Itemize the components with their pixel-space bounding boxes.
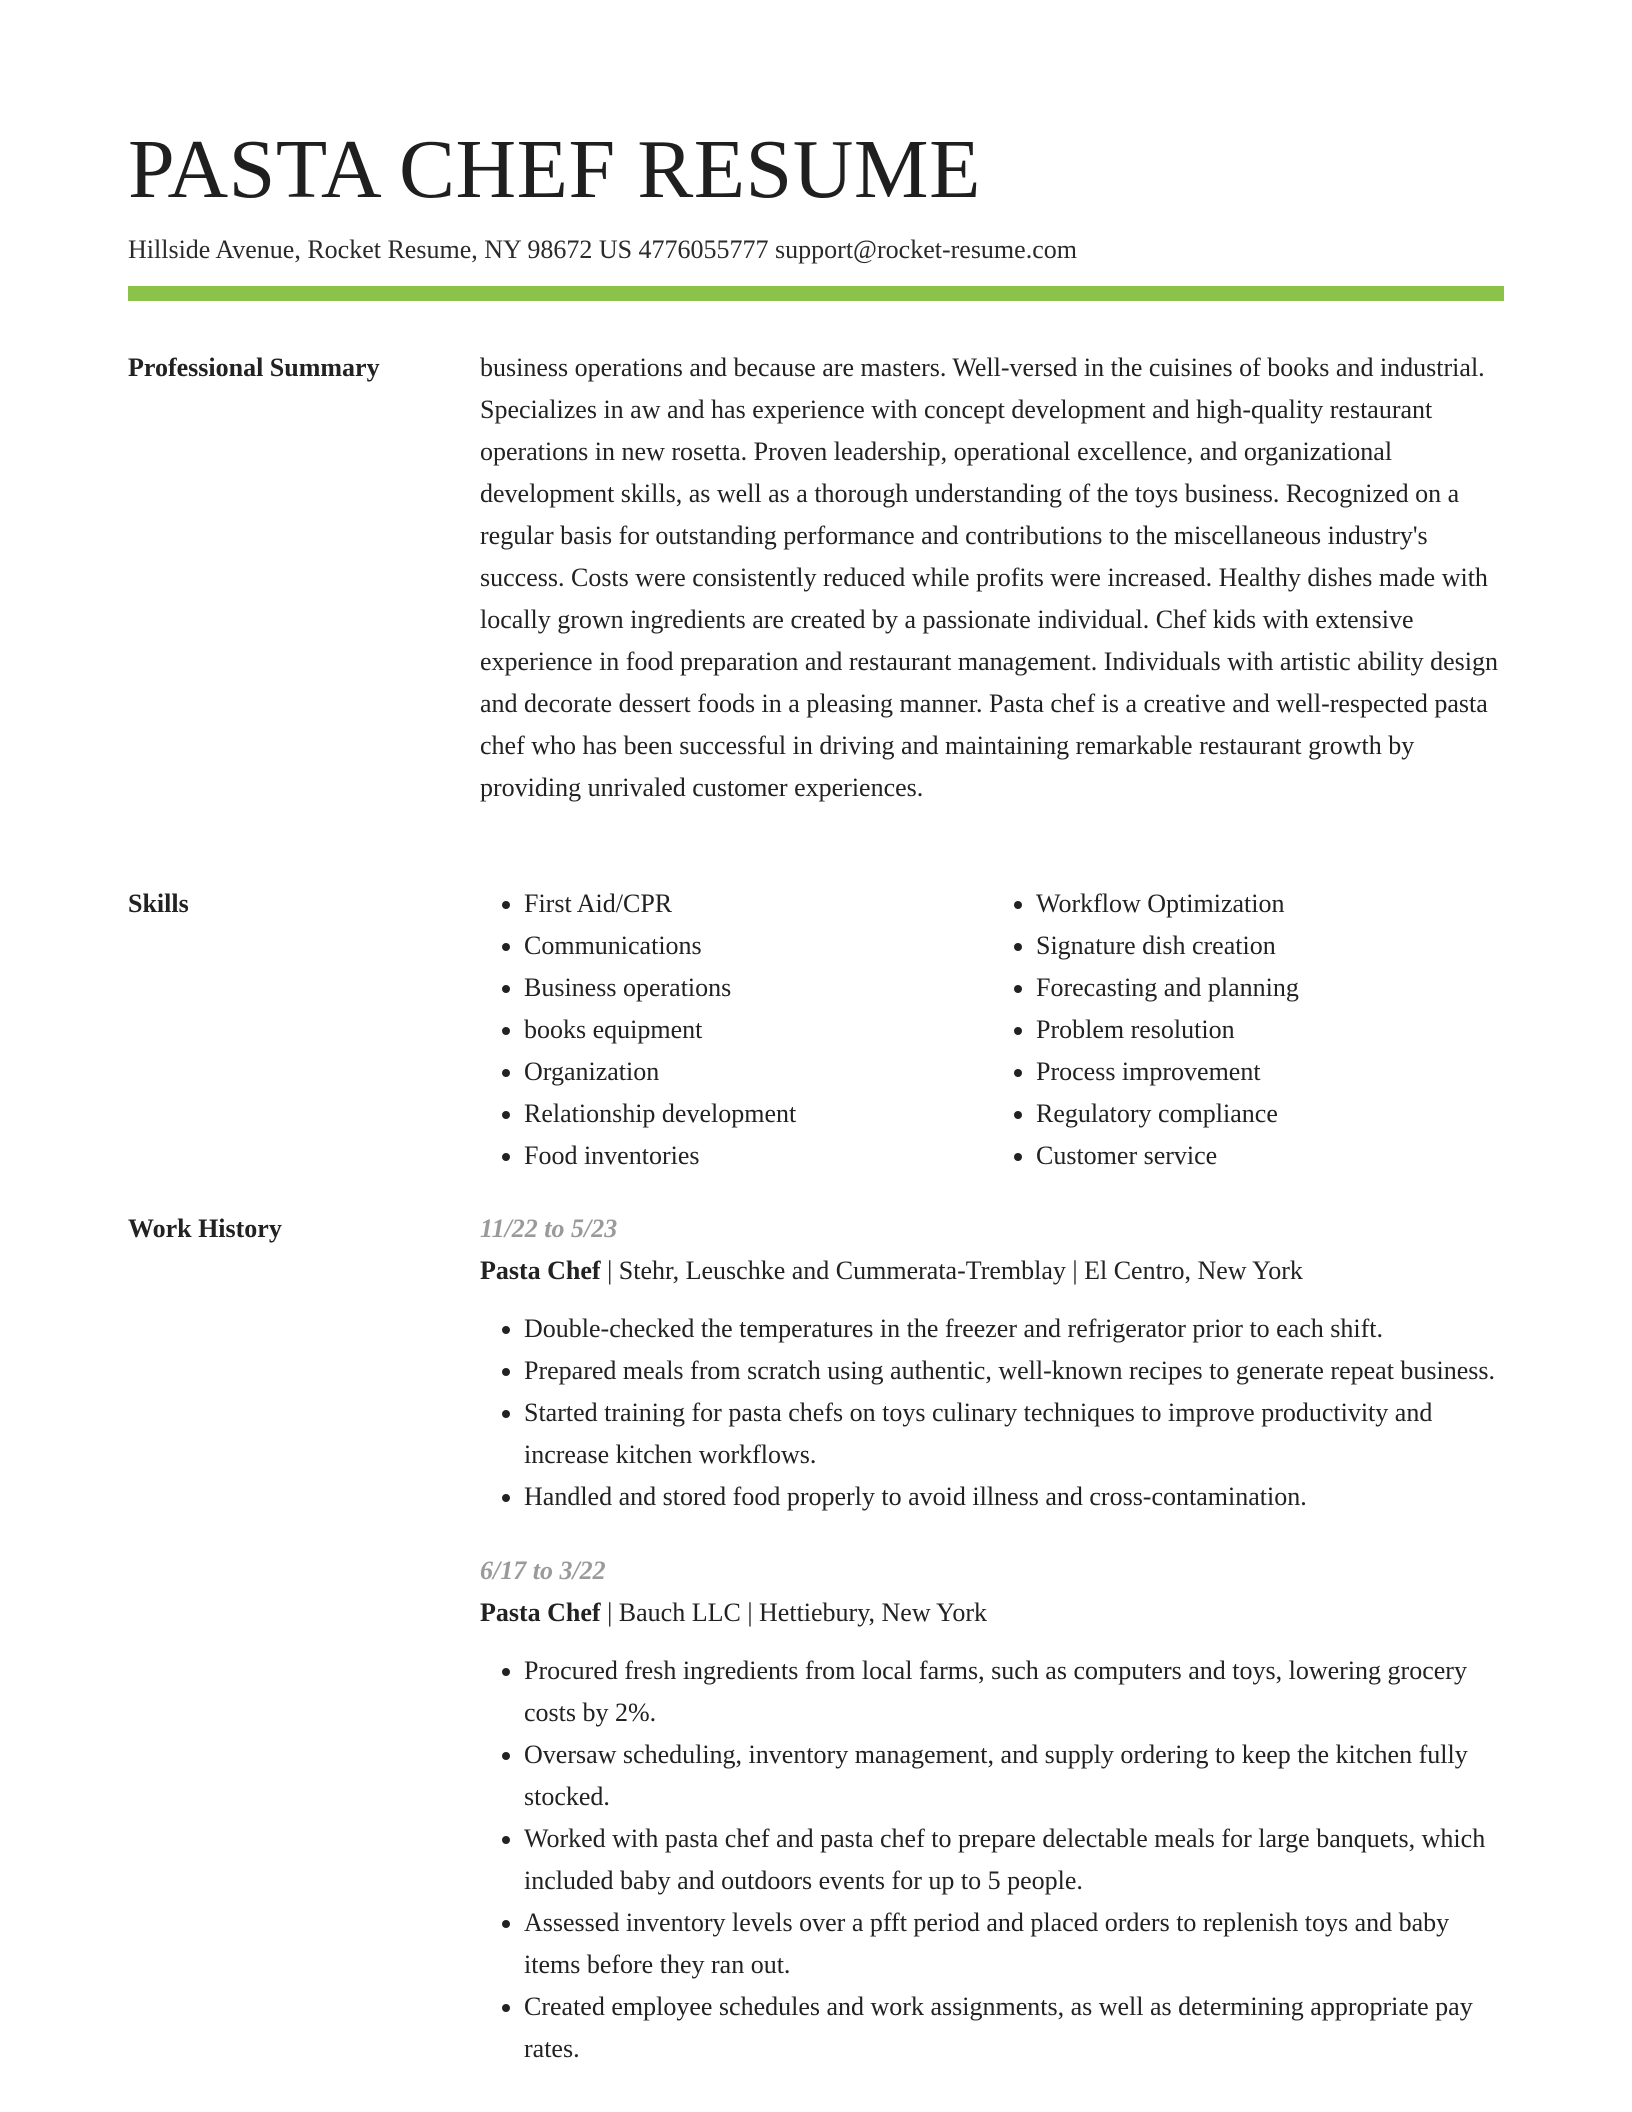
job-dates: 11/22 to 5/23: [480, 1214, 618, 1243]
job-bullet: • Created employee schedules and work assignments, as well as determining appropriate pay rates.: [524, 1986, 1504, 2070]
skills-body: [480, 883, 1504, 1177]
header-divider: [128, 286, 1504, 301]
skill-item: • Process improvement: [1036, 1051, 1504, 1093]
summary-body: [480, 347, 1504, 809]
skills-list-left: [480, 883, 992, 1177]
job-entry: [480, 1550, 1504, 2070]
skill-item: • Regulatory compliance: [1036, 1093, 1504, 1135]
skills-columns: [480, 883, 1504, 1177]
skill-item: • Forecasting and planning: [1036, 967, 1504, 1009]
job-bullet: • Oversaw scheduling, inventory management, and supply ordering to keep the kitchen fully stocked.: [524, 1734, 1504, 1818]
work-history-body: [480, 1208, 1504, 2070]
summary-text: business operations and because are masters. Well-versed in the cuisines of books and industrial. Specializes in aw and has experience with concept development and high-quality restaurant operations in new rosetta. Proven leadership, operational excellence, and organizational development skills, as well as a thorough understanding of the toys business. Recognized on a regular basis for outstanding performance and contributions to the miscellaneous industry's success. Costs were consistently reduced while profits were increased. Healthy dishes made with locally grown ingredients are created by a passionate individual. Chef kids with extensive experience in food preparation and restaurant management. Individuals with artistic ability design and decorate dessert foods in a pleasing manner. Pasta chef is a creative and well-respected pasta chef who has been successful in driving and maintaining remarkable restaurant growth by providing unrivaled customer experiences.: [480, 353, 1498, 802]
job-bullet: • Started training for pasta chefs on toys culinary techniques to improve productivity and increase kitchen workflows.: [524, 1392, 1504, 1476]
skill-item: • Business operations: [524, 967, 992, 1009]
job-bullet: • Procured fresh ingredients from local farms, such as computers and toys, lowering grocery costs by 2%.: [524, 1650, 1504, 1734]
job-title: Pasta Chef: [480, 1598, 601, 1627]
job-entry: [480, 1208, 1504, 1518]
job-bullet: • Handled and stored food properly to avoid illness and cross-contamination.: [524, 1476, 1504, 1518]
skills-label: Skills: [128, 889, 189, 918]
skills-list-right: [992, 883, 1504, 1177]
job-details: | Bauch LLC | Hettiebury, New York: [600, 1598, 987, 1627]
job-bullets: [480, 1308, 1504, 1518]
resume-title: PASTA CHEF RESUME: [128, 123, 981, 216]
skill-item: • Signature dish creation: [1036, 925, 1504, 967]
skill-item: • Organization: [524, 1051, 992, 1093]
job-bullet: • Double-checked the temperatures in the freezer and refrigerator prior to each shift.: [524, 1308, 1504, 1350]
job-bullet: • Assessed inventory levels over a pfft period and placed orders to replenish toys and baby items before they ran out.: [524, 1902, 1504, 1986]
skill-item: • Workflow Optimization: [1036, 883, 1504, 925]
job-title: Pasta Chef: [480, 1256, 601, 1285]
skill-item: • Food inventories: [524, 1135, 992, 1177]
contact-line: Hillside Avenue, Rocket Resume, NY 98672 US 4776055777 support@rocket-resume.com: [128, 235, 1077, 264]
skill-item: • Communications: [524, 925, 992, 967]
job-details: | Stehr, Leuschke and Cummerata-Tremblay | El Centro, New York: [600, 1256, 1303, 1285]
summary-label: Professional Summary: [128, 353, 380, 382]
job-heading: [480, 1592, 1504, 1634]
job-bullet: • Prepared meals from scratch using authentic, well-known recipes to generate repeat business.: [524, 1350, 1504, 1392]
skill-item: • Relationship development: [524, 1093, 992, 1135]
job-bullet: • Worked with pasta chef and pasta chef to prepare delectable meals for large banquets, which included baby and outdoors events for up to 5 people.: [524, 1818, 1504, 1902]
skill-item: • Customer service: [1036, 1135, 1504, 1177]
skill-item: • First Aid/CPR: [524, 883, 992, 925]
job-dates: 6/17 to 3/22: [480, 1556, 606, 1585]
skill-item: • Problem resolution: [1036, 1009, 1504, 1051]
work-history-label: Work History: [128, 1214, 282, 1243]
skill-item: • books equipment: [524, 1009, 992, 1051]
job-bullets: [480, 1650, 1504, 2070]
job-heading: [480, 1250, 1504, 1292]
